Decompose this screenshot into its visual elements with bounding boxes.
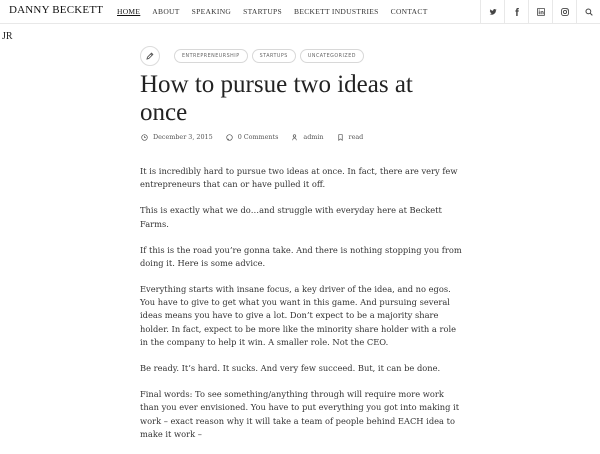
content-paragraph: This is exactly what we do…and struggle with everyday here at Beckett Farms.	[140, 205, 442, 229]
category-tag-uncategorized[interactable]: UNCATEGORIZED	[300, 49, 364, 63]
social-links	[480, 0, 600, 24]
post-date-text: December 3, 2015	[153, 133, 213, 141]
main-nav	[117, 7, 440, 16]
content-paragraph: Everything starts with insane focus, a key driver of the idea, and no egos. You have to give to get what you want in this game. And pursuing several ideas means you have to give a lot. Don’t expect to be a majority share holder. In fact, expect to be more like the minority share holder with a role in the company to help it win. A smaller role. Not the CEO.	[140, 283, 457, 348]
facebook-icon[interactable]	[504, 0, 528, 24]
instagram-icon[interactable]	[552, 0, 576, 24]
nav-item-about[interactable]: ABOUT	[152, 7, 180, 16]
bookmark-icon	[337, 134, 344, 141]
content-paragraph: If this is the road you’re gonna take. And there is nothing stopping you from doing it. Here is some advice.	[140, 244, 462, 268]
post-meta	[141, 133, 376, 141]
nav-item-contact[interactable]: CONTACT	[390, 7, 428, 16]
post-comments-text: 0 Comments	[237, 133, 279, 141]
comment-icon	[226, 134, 233, 141]
nav-item-startups[interactable]: STARTUPS	[243, 7, 283, 16]
content-paragraph: Final words: To see something/anything through will require more work than you ever envisioned. You have to put everything you got into making it work – exact reason why it will take a team of people behind EACH idea to make it work –	[140, 389, 460, 439]
corner-mark: JR	[2, 31, 13, 42]
user-icon	[291, 134, 298, 141]
post-author-text: admin	[303, 133, 324, 141]
top-bar	[0, 0, 600, 24]
search-icon[interactable]	[576, 0, 600, 24]
post-content	[140, 165, 462, 454]
content-paragraph: Be ready. It’s hard. It sucks. And very few succeed. But, it can be done.	[140, 363, 441, 374]
clock-icon	[141, 134, 148, 141]
nav-item-speaking[interactable]: SPEAKING	[191, 7, 232, 16]
post-title: How to pursue two ideas at once	[140, 71, 413, 126]
post-date[interactable]	[141, 133, 213, 141]
linkedin-icon[interactable]	[528, 0, 552, 24]
post-comments[interactable]	[226, 133, 279, 141]
pencil-icon	[140, 46, 160, 66]
post-author[interactable]	[291, 133, 323, 141]
category-tag-startups[interactable]: STARTUPS	[252, 49, 296, 63]
content-paragraph: It is incredibly hard to pursue two ideas at once. In fact, there are very few entrepreneurs that can or have pulled it off.	[140, 166, 458, 190]
nav-item-home[interactable]: HOME	[117, 7, 141, 16]
post-categories-row	[140, 46, 368, 66]
twitter-icon[interactable]	[480, 0, 504, 24]
site-title[interactable]: DANNY BECKETT	[9, 4, 104, 16]
nav-item-beckett-industries[interactable]: BECKETT INDUSTRIES	[294, 7, 379, 16]
category-tag-entrepreneurship[interactable]: ENTREPRENEURSHIP	[174, 49, 248, 63]
post-bookmark[interactable]	[337, 133, 364, 141]
post-bookmark-text: read	[348, 133, 364, 141]
